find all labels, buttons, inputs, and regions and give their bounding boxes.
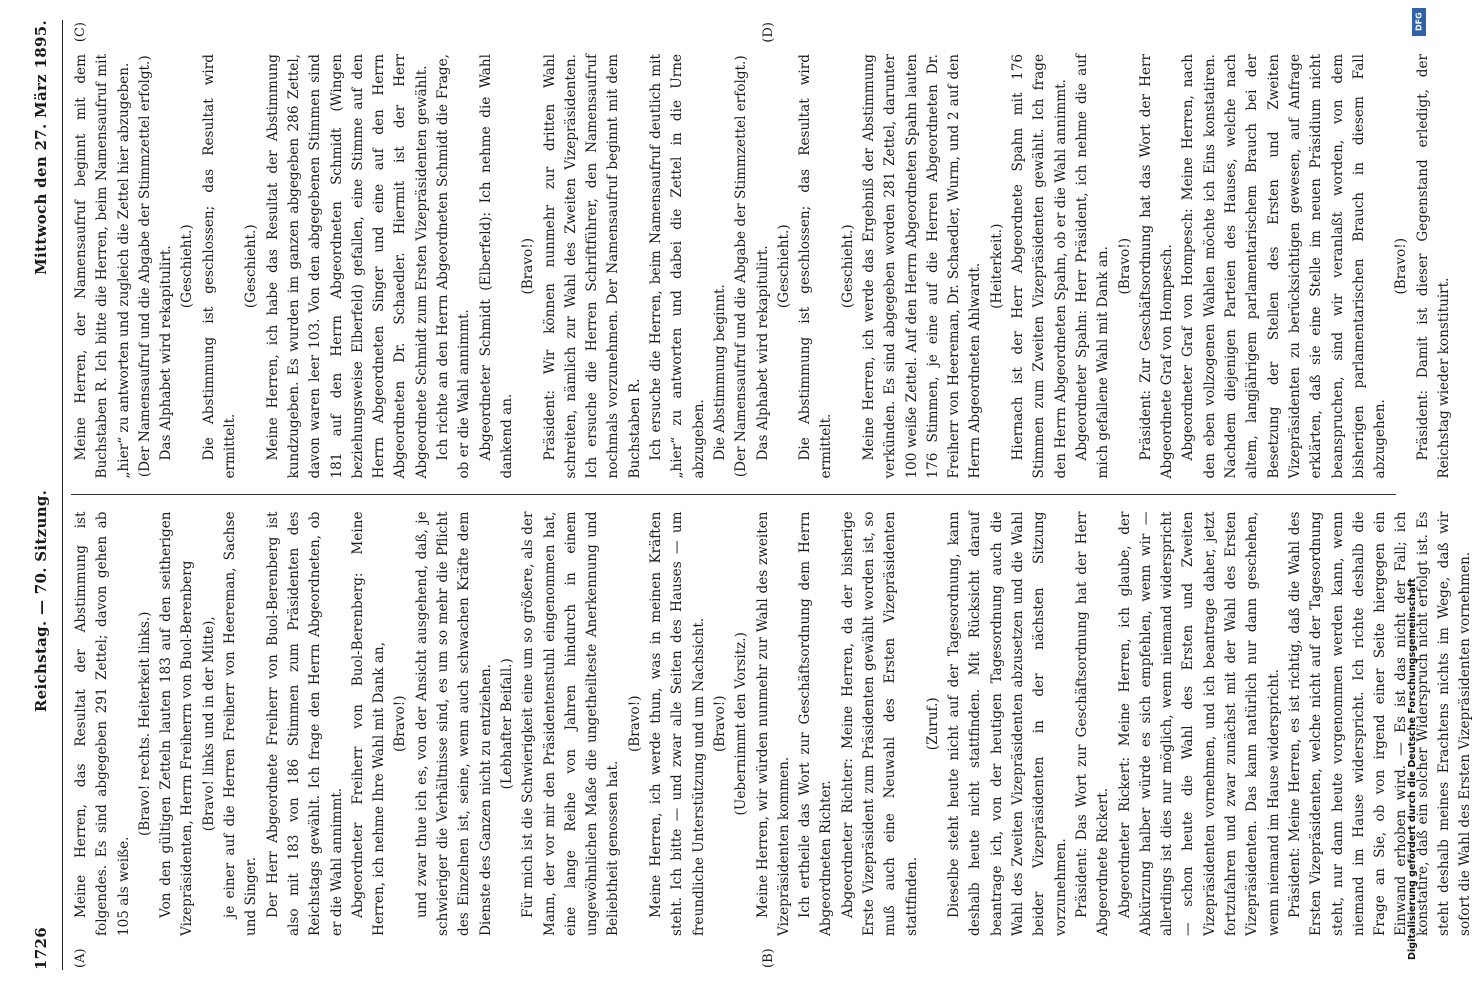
stage-direction: (Bravo!): [1116, 237, 1133, 295]
session-title: Reichstag. — 70. Sitzung.: [32, 489, 50, 713]
paragraph: Präsident: Zur Geschäftsordnung hat das Wort der Herr Abgeordnete Graf von Hompesch.: [1137, 54, 1176, 479]
paragraph: Ich ertheile das Wort zur Geschäftsordnung dem Herrn Abgeordneten Richter.: [797, 511, 835, 936]
page-header: [20, 20, 63, 970]
paragraph: Präsident: Meine Herren, es ist richtig, daß die Wahl des Ersten Vizepräsidenten, welche nicht auf der Tagesordnung steht, nur dann heute vorgenommen werden kann, wenn niemand im Hause widerspricht. Ich richte deshalb die Frage an Sie, ob von irgend einer Seite hiergegen ein Einwand erhoben wird. — Es ist das nicht der Fall; ich konstatire, daß ein solcher Widerspruch nicht erfolgt ist. Es steht deshalb meines Erachtens nichts im Wege, daß wir sofort die Wahl des Ersten Vizepräsidenten vornehmen.: [1286, 511, 1474, 936]
page-number: 1726: [32, 927, 50, 970]
margin-marker-d: (D): [761, 22, 776, 43]
paragraph: Abgeordneter Graf von Hompesch: Meine Herren, nach den eben vollzogenen Wahlen möchte ich Eins konstatiren. Nachdem diejenigen Parteien des Hauses, welche nach altem, langjährigem parlamentarischem Brauch bei der Besetzung der Stellen des Ersten und Zweiten Vizepräsidenten zu berücksichtigen gewesen, auf Anfrage erklärten, daß sie eine Stelle im neuen Präsidium nicht beanspruchen, sind wir veranlaßt worden, von dem bisherigen parlamentarischen Brauch in diesem Fall abzugehen.: [1180, 54, 1389, 479]
stage-direction: (Geschieht.): [775, 224, 792, 309]
paragraph: Abgeordneter Rickert: Meine Herren, ich glaube, der Abkürzung halber würde es sich empfehlen, wenn wir — allerdings ist dies nur möglich, wenn niemand widerspricht — schon heute die Wahl des Ersten und Zweiten Vizepräsidenten vornehmen, und ich beantrage daher, jetzt fortzufahren und zwar zunächst mit der Wahl des Ersten Vizepräsidenten. Das kann natürlich nur dann geschehen, wenn niemand im Hause widerspricht.: [1116, 511, 1282, 936]
stage-direction: (Der Namensaufruf und die Abgabe der Stimmzettel erfolgt.): [733, 55, 750, 478]
paragraph: Meine Herren, ich werde das Ergebniß der Abstimmung verkünden. Es sind abgegeben worden 281 Zettel, darunter 100 weiße Zettel. Auf den Herrn Abgeordneten Spahn lauten 176 Stimmen, je eine auf die Herren Abgeordneten Dr. Freiherr von Heereman, Dr. Schaedler, Wurm, und 2 auf den Herrn Abgeordneten Ahlwardt.: [860, 54, 984, 479]
stage-direction: (Uebernimmt den Vorsitz.): [733, 632, 750, 816]
paragraph: Meine Herren, das Resultat der Abstimmung ist folgendes. Es sind abgegeben 291 Zettel; davon gehen ab 105 als weiße.: [73, 511, 132, 936]
paragraph: Abgeordneter Freiherr von Buol-Berenberg: Meine Herren, ich nehme Ihre Wahl mit Dank an,: [349, 511, 388, 936]
paragraph: Hiernach ist der Herr Abgeordnete Spahn mit 176 Stimmen zum Zweiten Vizepräsidenten gewählt. Ich frage den Herrn Abgeordneten Spahn, ob er die Wahl annimmt.: [1010, 54, 1069, 479]
stage-direction: (Lebhafter Beifall.): [498, 658, 515, 790]
paragraph: Abgeordneter Richter: Meine Herren, da der bisherige Erste Vizepräsident zum Präsidenten gewählt worden ist, so muß auch eine Neuwahl des Ersten Vizepräsidenten stattfinden.: [839, 511, 920, 936]
paragraph: Von den gültigen Zetteln lauten 183 auf den seitherigen Vizepräsidenten, Herrn Freiherrn von Buol-Berenberg: [158, 511, 196, 936]
paragraph: Meine Herren, ich habe das Resultat der Abstimmung kundzugeben. Es wurden im ganzen abgegeben 286 Zettel, davon waren leer 103. Von den abgegebenen Stimmen sind 181 auf den Herrn Abgeordneten Schmidt (Wingen beziehungsweise Elberfeld) gefallen, eine Stimme auf den Herrn Abgeordneten Singer und eine auf den Herrn Abgeordneten Dr. Schaedler. Hiermit ist der Herr Abgeordnete Schmidt zum Ersten Vizepräsidenten gewählt.: [264, 54, 430, 479]
paragraph: Dieselbe steht heute nicht auf der Tagesordnung, kann deshalb heute nicht stattfinden. Mit Rücksicht darauf beantrage ich, von der heutigen Tagesordnung auch die Wahl des Zweiten Vizepräsidenten abzusetzen und die Wahl beider Vizepräsidenten in der nächsten Sitzung vorzunehmen.: [946, 511, 1069, 936]
dfg-logo: DFG: [1412, 8, 1426, 36]
paragraph: Die Abstimmung ist geschlossen; das Resultat wird ermittelt.: [797, 54, 835, 479]
margin-marker-b: (B): [761, 948, 776, 968]
stage-direction: (Geschieht.): [839, 224, 856, 309]
paragraph: je einer auf die Herren Freiherr von Heereman, Sachse und Singer.: [222, 511, 260, 936]
paragraph: Abgeordneter Schmidt (Elberfeld): Ich nehme die Wahl dankend an.: [477, 54, 515, 479]
paragraph: Abgeordneter Spahn: Herr Präsident, ich nehme die auf mich gefallene Wahl mit Dank an.: [1073, 54, 1112, 479]
paragraph: Meine Herren, ich werde thun, was in meinen Kräften steht. Ich bitte — und zwar alle Seiten des Hauses — um freundliche Unterstützung und um Nachsicht.: [648, 511, 707, 936]
stage-direction: (Bravo! rechts. Heiterkeit links.): [136, 611, 153, 836]
paragraph: Die Abstimmung ist geschlossen; das Resultat wird ermittelt.: [200, 54, 239, 479]
stage-direction: (Bravo!): [1393, 237, 1410, 295]
digitization-note: Digitalisierung gefördert durch die Deutsche Forschungsgemeinschaft: [1407, 578, 1418, 960]
paragraph: Meine Herren, der Namensaufruf beginnt mit dem Buchstaben R. Ich bitte die Herren, beim Namensaufruf mit „hier“ zu antworten und zugleich die Zettel hier abzugeben.: [73, 54, 132, 479]
stage-direction: (Heiterkeit.): [988, 223, 1005, 309]
paragraph: Die Abstimmung beginnt.: [711, 284, 728, 461]
paragraph: Präsident: Das Wort zur Geschäftsordnung hat der Herr Abgeordnete Rickert.: [1073, 511, 1112, 936]
stage-direction: (Bravo!): [520, 237, 537, 295]
paragraph: Für mich ist die Schwierigkeit eine um so größere, als der Mann, der vor mir den Präsidentenstuhl eingenommen hat, eine lange Reihe von Jahren hindurch in einem ungewöhnlichen Maße die ungetheilteste Anerkennung und Beliebtheit genossen hat.: [520, 511, 622, 936]
stage-direction: (Zuruf.): [924, 697, 941, 751]
paragraph: Ich ersuche die Herren, beim Namensaufruf deutlich mit „hier“ zu antworten und dabei die Zettel in die Urne abzugeben.: [648, 54, 707, 479]
paragraph: Präsident: Wir können nunmehr zur dritten Wahl schreiten, nämlich zur Wahl des Zweiten Vizepräsidenten. Ich ersuche die Herren Schriftführer, den Namensaufruf nochmals vorzunehmen. Der Namensaufruf beginnt mit dem Buchstaben R.: [541, 54, 643, 479]
stage-direction: (Bravo!): [392, 695, 409, 753]
paragraph: Der Herr Abgeordnete Freiherr von Buol-Berenberg ist also mit 183 von 186 Stimmen zum Präsidenten des Reichstags gewählt. Ich frage den Herrn Abgeordneten, ob er die Wahl annimmt.: [264, 511, 345, 936]
stage-direction: (Bravo! links und in der Mitte),: [200, 616, 217, 832]
stage-direction: (Bravo!): [711, 695, 728, 753]
stage-direction: (Geschieht.): [179, 224, 196, 309]
paragraph: Das Alphabet wird rekapitulirt.: [754, 245, 771, 461]
stage-direction: (Der Namensaufruf und die Abgabe der Stimmzettel erfolgt.): [136, 55, 153, 478]
margin-marker-a: (A): [73, 948, 88, 968]
paragraph: Das Alphabet wird rekapitulirt.: [158, 245, 175, 461]
stage-direction: (Bravo!): [626, 695, 643, 753]
margin-marker-c: (C): [73, 22, 88, 43]
paragraph: Meine Herren, wir würden nunmehr zur Wahl des zweiten Vizepräsidenten kommen.: [754, 511, 792, 936]
session-date: Mittwoch den 27. März 1895.: [32, 20, 50, 275]
stage-direction: (Geschieht.): [243, 224, 260, 309]
paragraph: und zwar thue ich es, von der Ansicht ausgehend, daß, je schwieriger die Verhältnisse sind, es um so mehr die Pflicht des Einzelnen ist, seine, wenn auch schwachen Kräfte dem Dienste des Ganzen nicht zu entziehen.: [413, 511, 494, 936]
paragraph: Ich richte an den Herrn Abgeordneten Schmidt die Frage, ob er die Wahl annimmt.: [435, 54, 473, 479]
paragraph: Präsident: Damit ist dieser Gegenstand erledigt, der Reichstag wieder konstituirt.: [1414, 54, 1452, 479]
